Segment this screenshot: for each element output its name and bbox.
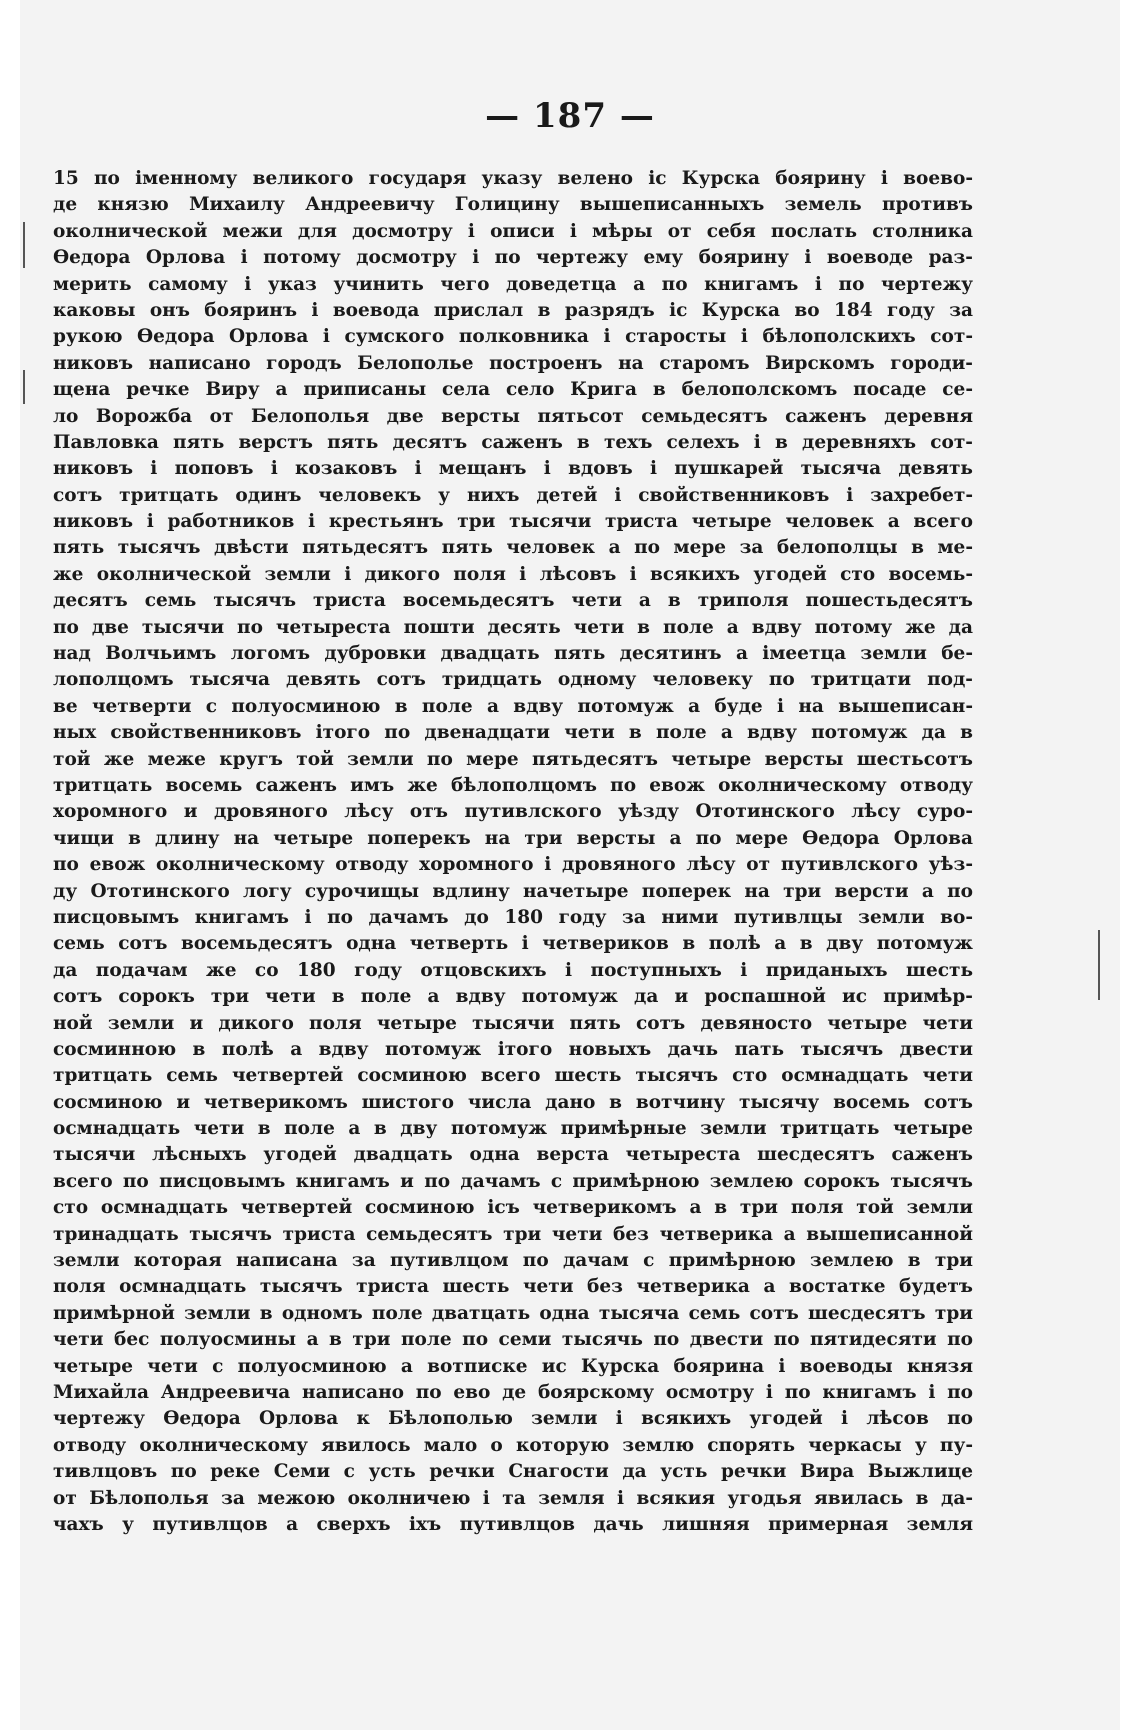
- text-line: чети бес полуосмины а в три поле по семи тысячь по двести по пятидесяти по: [53, 1329, 973, 1351]
- text-line: десятъ семь тысячъ триста восемьдесятъ чети а в триполя пошестьдесятъ: [53, 590, 973, 612]
- text-line: околнической межи для досмотру і описи і мѣры от себя послать столника: [53, 220, 973, 242]
- text-line: никовъ і работников і крестьянъ три тысячи триста четыре человек а всего: [53, 511, 973, 533]
- text-line: сотъ сорокъ три чети в поле а вдву потомуж да и роспашной ис примѣр-: [53, 986, 973, 1008]
- text-line: Павловка пять верстъ пять десятъ саженъ в техъ селехъ і в деревняхъ сот-: [53, 431, 973, 453]
- text-line: ло Ворожба от Белополья две версты пятьсот семьдесятъ саженъ деревня: [53, 405, 973, 427]
- text-line: тринадцать тысячъ триста семьдесятъ три чети без четверика а вышеписанной: [53, 1223, 973, 1245]
- text-line: семь сотъ восемьдесятъ одна четверть і четвериков в полѣ а в дву потомуж: [53, 933, 973, 955]
- text-line: сотъ тритцать одинъ человекъ у нихъ детей і свойственниковъ і захребет-: [53, 484, 973, 506]
- text-line: от Бѣлополья за межою околничею і та земля і всякия угодья явилась в да-: [53, 1487, 973, 1509]
- text-line: да подачам же со 180 году отцовскихъ і поступныхъ і приданыхъ шесть: [53, 959, 973, 981]
- text-line: чертежу Өедора Орлова к Бѣлополью земли і всякихъ угодей і лѣсов по: [53, 1408, 973, 1430]
- text-line: сосминною в полѣ а вдву потомуж ітого новыхъ дачь пать тысячъ двести: [53, 1038, 973, 1060]
- text-line: ной земли и дикого поля четыре тысячи пять сотъ девяносто четыре чети: [53, 1012, 973, 1034]
- text-line: четыре чети с полуосминою а вотписке ис Курска боярина і воеводы князя: [53, 1355, 973, 1377]
- text-line: тритцать семь четвертей сосминою всего шесть тысячъ сто осмнадцать чети: [53, 1065, 973, 1087]
- page-number: — 187 —: [485, 96, 655, 136]
- text-line: над Волчьимъ логомъ дубровки двадцать пять десятинъ а імеетца земли бе-: [53, 643, 973, 665]
- text-line: де князю Михаилу Андреевичу Голицину вышеписанныхъ земель противъ: [53, 194, 973, 216]
- text-line: каковы онъ бояринъ і воевода прислал в разрядъ іс Курска во 184 году за: [53, 299, 973, 321]
- text-line: тивлцовъ по реке Семи с усть речки Снагости да усть речки Вира Выжлице: [53, 1461, 973, 1483]
- text-line: 15 по іменному великого государя указу велено іс Курска боярину і воево-: [53, 168, 973, 189]
- text-line: чищи в длину на четыре поперекъ на три версты а по мере Өедора Орлова: [53, 827, 973, 849]
- body-text: [53, 166, 973, 1538]
- text-line: лополцомъ тысяча девять сотъ тридцать одному человеку по тритцати под-: [53, 669, 973, 691]
- scan-mark-left-2: [23, 370, 25, 404]
- text-line: никовъ написано городъ Белополье построенъ на старомъ Вирскомъ городи-: [53, 352, 973, 374]
- text-line: тритцать восемь саженъ имъ же бѣлополцомъ по евож околническому отводу: [53, 774, 973, 796]
- text-line: по две тысячи по четыреста пошти десять чети в поле а вдву потому же да: [53, 616, 973, 638]
- text-line: ных свойственниковъ ітого по двенадцати чети в поле а вдву потомуж да в: [53, 722, 973, 744]
- text-line: щена речке Виру а приписаны села село Крига в белополскомъ посаде се-: [53, 379, 973, 401]
- scan-mark-right: [1098, 930, 1100, 1000]
- text-line: той же меже кругъ той земли по мере пятьдесятъ четыре версты шестьсотъ: [53, 748, 973, 770]
- text-line: всего по писцовымъ книгамъ и по дачамъ с примѣрною землею сорокъ тысячъ: [53, 1170, 973, 1192]
- text-line: ве четверти с полуосминою в поле а вдву потомуж а буде і на вышеписан-: [53, 695, 973, 717]
- text-line: ду Ототинского логу сурочищы вдлину начетыре поперек на три версти а по: [53, 880, 973, 902]
- text-line: рукою Өедора Орлова і сумского полковника і старосты і бѣлополскихъ сот-: [53, 326, 973, 348]
- book-page: [20, 0, 1120, 1730]
- text-line: писцовымъ книгамъ і по дачамъ до 180 году за ними путивлцы земли во-: [53, 906, 973, 928]
- text-line: Михайла Андреевича написано по ево де боярскому осмотру і по книгамъ і по: [53, 1381, 973, 1403]
- text-line: тысячи лѣсныхъ угодей двадцать одна верста четыреста шесдесятъ саженъ: [53, 1144, 973, 1166]
- text-line: хоромного и дровяного лѣсу отъ путивлского уѣзду Ототинского лѣсу суро-: [53, 801, 973, 823]
- text-line: мерить самому і указ учинить чего доведетца а по книгамъ і по чертежу: [53, 273, 973, 295]
- text-line: осмнадцать чети в поле а в дву потомуж примѣрные земли тритцать четыре: [53, 1118, 973, 1140]
- text-line: чахъ у путивлцов а сверхъ іхъ путивлцов дачь лишняя примерная земля: [53, 1513, 973, 1535]
- text-line: по евож околническому отводу хоромного і дровяного лѣсу от путивлского уѣз-: [53, 854, 973, 876]
- text-line: сосминою и четверикомъ шистого числа дано в вотчину тысячу восемь сотъ: [53, 1091, 973, 1113]
- text-line: земли которая написана за путивлцом по дачам с примѣрною землею в три: [53, 1250, 973, 1272]
- text-line: же околнической земли і дикого поля і лѣсовъ і всякихъ угодей сто восемь-: [53, 563, 973, 585]
- text-line: сто осмнадцать четвертей сосминою ісъ четверикомъ а в три поля той земли: [53, 1197, 973, 1219]
- scan-mark-left: [23, 222, 25, 268]
- text-line: поля осмнадцать тысячъ триста шесть чети без четверика а востатке будетъ: [53, 1276, 973, 1298]
- text-line: пять тысячъ двѣсти пятьдесятъ пять человек а по мере за белополцы в ме-: [53, 537, 973, 559]
- text-line: примѣрной земли в одномъ поле дватцать одна тысяча семь сотъ шесдесятъ три: [53, 1302, 973, 1324]
- text-line: Өедора Орлова і потому досмотру і по чертежу ему боярину і воеводе раз-: [53, 247, 973, 269]
- text-line: никовъ і поповъ і козаковъ і мещанъ і вдовъ і пушкарей тысяча девять: [53, 458, 973, 480]
- text-line: отводу околническому явилось мало о которую землю спорять черкасы у пу-: [53, 1434, 973, 1456]
